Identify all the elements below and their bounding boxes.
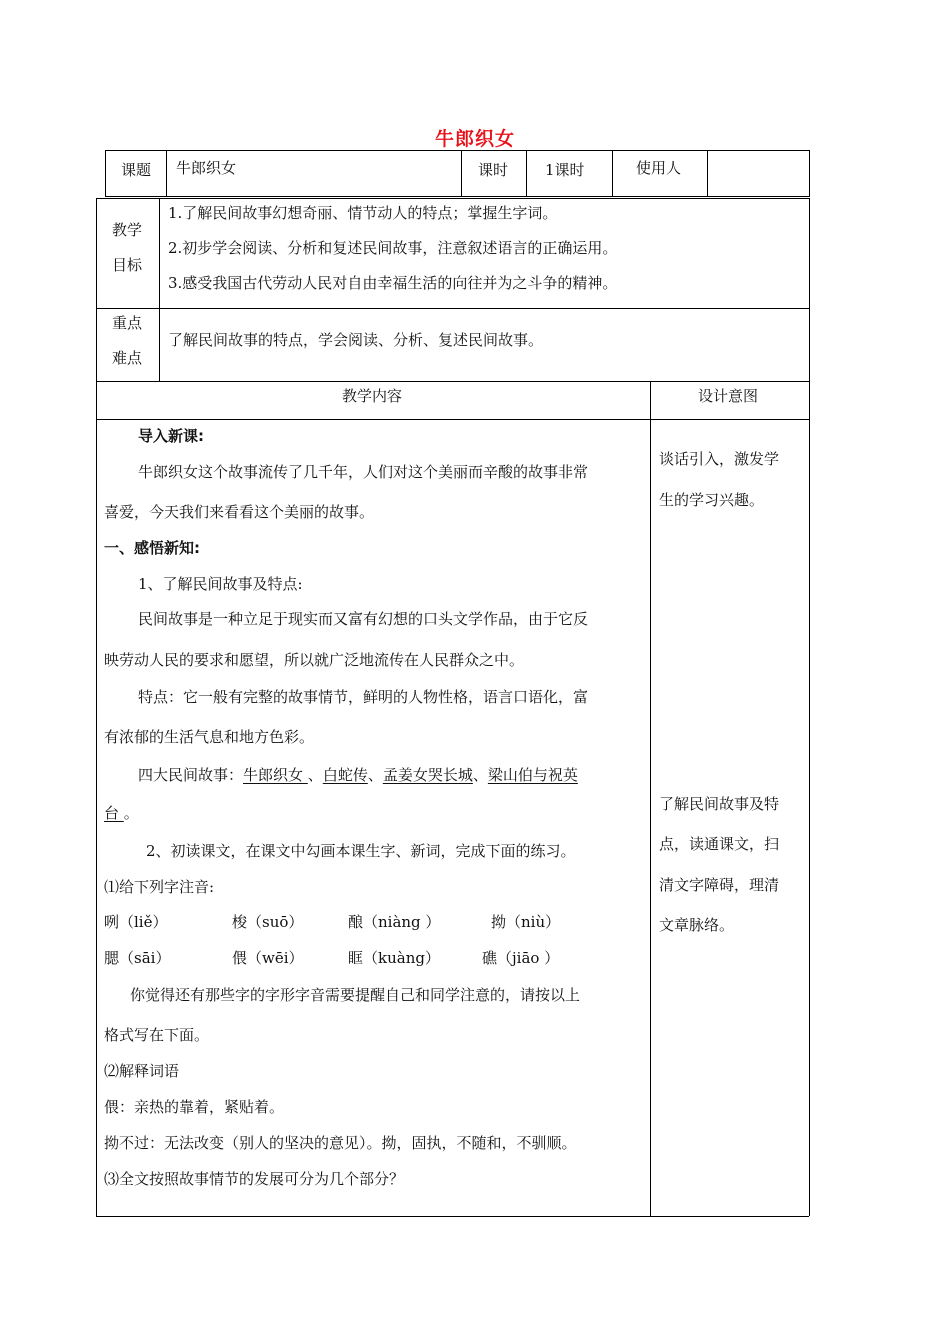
keypoints-label-1: 重点 xyxy=(112,314,143,332)
pinyin-item: 腮（sāi） xyxy=(104,949,171,967)
design-note-line: 生的学习兴趣。 xyxy=(659,491,765,509)
story-baishe: 白蛇传 xyxy=(322,766,368,784)
story-mengjiang: 孟姜女哭长城 xyxy=(382,766,473,784)
separator: 、 xyxy=(367,766,383,784)
subject-value: 牛郎织女 xyxy=(176,159,237,177)
objective-item: 2.初步学会阅读、分析和复述民间故事，注意叙述语言的正确运用。 xyxy=(168,239,618,257)
objective-item: 3.感受我国古代劳动人民对自由幸福生活的向往并为之斗争的精神。 xyxy=(168,274,618,292)
design-note-line: 文章脉络。 xyxy=(659,916,735,934)
pinyin-item: 咧（liě） xyxy=(104,913,168,931)
content-column-header: 教学内容 xyxy=(342,387,403,405)
features-line: 特点：它一般有完整的故事情节，鲜明的人物性格，语言口语化，富 xyxy=(138,688,589,706)
four-stories-line-2 xyxy=(104,803,139,823)
page-title: 牛郎织女 xyxy=(434,128,515,150)
item1: 1、了解民间故事及特点: xyxy=(138,575,303,593)
definition-line: 映劳动人民的要求和愿望，所以就广泛地流传在人民群众之中。 xyxy=(104,651,525,669)
keypoints-text: 了解民间故事的特点，学会阅读、分析、复述民间故事。 xyxy=(168,331,544,349)
ask-line: 格式写在下面。 xyxy=(104,1026,210,1044)
user-label: 使用人 xyxy=(636,159,682,177)
four-stories-line xyxy=(138,765,578,785)
exercise3: ⑶全文按照故事情节的发展可分为几个部分？ xyxy=(104,1170,405,1188)
story-niulang: 牛郎织女 xyxy=(243,766,308,784)
story-liangzhu: 梁山伯与祝英 xyxy=(487,766,578,784)
pinyin-item: 眶（kuàng） xyxy=(348,949,440,967)
features-line: 有浓郁的生活气息和地方色彩。 xyxy=(104,728,315,746)
period-label: 课时 xyxy=(478,161,509,179)
design-note-line: 谈话引入，激发学 xyxy=(659,450,780,468)
ask-line: 你觉得还有那些字的字形字音需要提醒自己和同学注意的，请按以上 xyxy=(130,986,581,1004)
section1-heading: 一、感悟新知: xyxy=(104,539,200,557)
item2: 2、初读课文，在课文中勾画本课生字、新词，完成下面的练习。 xyxy=(146,842,576,860)
definition-line: 民间故事是一种立足于现实而又富有幻想的口头文学作品，由于它反 xyxy=(138,610,589,628)
exercise2: ⑵解释词语 xyxy=(104,1062,180,1080)
intro-line: 喜爱，今天我们来看看这个美丽的故事。 xyxy=(104,503,375,521)
separator: 、 xyxy=(307,766,323,784)
exercise1: ⑴给下列字注音: xyxy=(104,878,215,896)
pinyin-item: 梭（suō） xyxy=(232,913,304,931)
pinyin-item: 酿（niàng ） xyxy=(348,913,441,931)
period-value: 1课时 xyxy=(545,161,585,179)
period-mark: 。 xyxy=(123,804,139,822)
story-liangzhu-end: 台 xyxy=(104,804,124,822)
design-note-line: 了解民间故事及特 xyxy=(659,795,780,813)
pinyin-item: 偎（wēi） xyxy=(232,949,304,967)
intro-line: 牛郎织女这个故事流传了几千年，人们对这个美丽而辛酸的故事非常 xyxy=(138,463,589,481)
design-column-header: 设计意图 xyxy=(698,387,759,405)
intro-heading: 导入新课: xyxy=(138,427,204,445)
design-note-line: 清文字障碍，理清 xyxy=(659,876,780,894)
word-definition: 拗不过：无法改变（别人的坚决的意见）。拗，固执，不随和，不驯顺。 xyxy=(104,1134,577,1152)
word-definition: 偎：亲热的靠着，紧贴着。 xyxy=(104,1098,285,1116)
subject-label: 课题 xyxy=(121,161,152,179)
four-stories-label: 四大民间故事： xyxy=(138,766,244,784)
objective-item: 1.了解民间故事幻想奇丽、情节动人的特点；掌握生字词。 xyxy=(168,204,558,222)
objectives-label-2: 目标 xyxy=(112,256,143,274)
objectives-label-1: 教学 xyxy=(112,221,143,239)
design-note-line: 点，读通课文，扫 xyxy=(659,835,780,853)
pinyin-item: 礁（jiāo ） xyxy=(482,949,560,967)
separator: 、 xyxy=(472,766,488,784)
keypoints-label-2: 难点 xyxy=(112,349,143,367)
pinyin-item: 拗（niù） xyxy=(491,913,561,931)
